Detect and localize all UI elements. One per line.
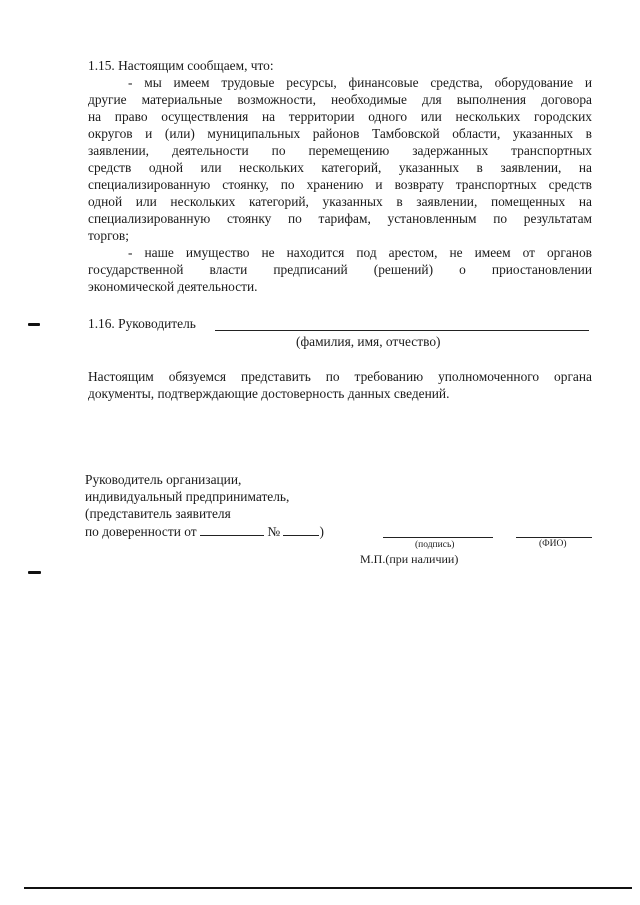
- obligation-line-2: документы, подтверждающие достоверность данных сведений.: [88, 386, 450, 401]
- signature-role-line-1: Руководитель организации,: [85, 472, 242, 487]
- para2-line-3: экономической деятельности.: [88, 279, 258, 294]
- para1-line-7: специализированную стоянку, по хранению и возврату транспортных средств: [88, 177, 592, 192]
- para1-line-9: специализированную стоянку по тарифам, установленным по результатам: [88, 211, 592, 226]
- manager-name-field-line: [215, 330, 589, 331]
- signature-field-line: [383, 537, 493, 538]
- fullname-caption: (ФИО): [539, 539, 567, 549]
- signature-caption: (подпись): [415, 540, 455, 550]
- signature-role-line-3: (представитель заявителя: [85, 506, 231, 521]
- proxy-number-field: [283, 523, 319, 536]
- section-116-label: 1.16. Руководитель: [88, 316, 196, 331]
- para1-line-1: - мы имеем трудовые ресурсы, финансовые средства, оборудование и: [128, 75, 592, 90]
- proxy-date-field: [200, 523, 264, 536]
- fullname-field-line: [516, 537, 592, 538]
- para1-line-10: торгов;: [88, 228, 129, 243]
- para1-line-3: на право осуществления на территории одного или нескольких городских: [88, 109, 592, 124]
- para1-line-6: средств одной или нескольких категорий, указанных в заявлении, на: [88, 160, 592, 175]
- section-115-heading: 1.15. Настоящим сообщаем, что:: [88, 58, 274, 73]
- obligation-line-1: Настоящим обязуемся представить по требованию уполномоченного органа: [88, 369, 592, 384]
- proxy-prefix: по доверенности от: [85, 524, 197, 539]
- page-bottom-edge: [24, 887, 632, 889]
- manager-name-caption: (фамилия, имя, отчество): [296, 334, 441, 349]
- scan-margin-mark-2: [28, 571, 41, 574]
- number-sign: №: [267, 524, 281, 539]
- para2-line-1: - наше имущество не находится под арестом, не имеем от органов: [128, 245, 592, 260]
- proxy-line: [85, 523, 324, 540]
- scan-margin-mark-1: [28, 323, 40, 326]
- para1-line-2: другие материальные возможности, необходимые для выполнения договора: [88, 92, 592, 107]
- para1-line-4: округов и (или) муниципальных районов Тамбовской области, указанных в: [88, 126, 592, 141]
- close-paren: ): [319, 524, 324, 539]
- para1-line-5: заявлении, деятельности по перемещению задержанных транспортных: [88, 143, 592, 158]
- para2-line-2: государственной власти предписаний (решений) о приостановлении: [88, 262, 592, 277]
- stamp-note: М.П.(при наличии): [360, 552, 459, 566]
- para1-line-8: одной или нескольких категорий, указанных в заявлении, помещенных на: [88, 194, 592, 209]
- signature-role-line-2: индивидуальный предприниматель,: [85, 489, 290, 504]
